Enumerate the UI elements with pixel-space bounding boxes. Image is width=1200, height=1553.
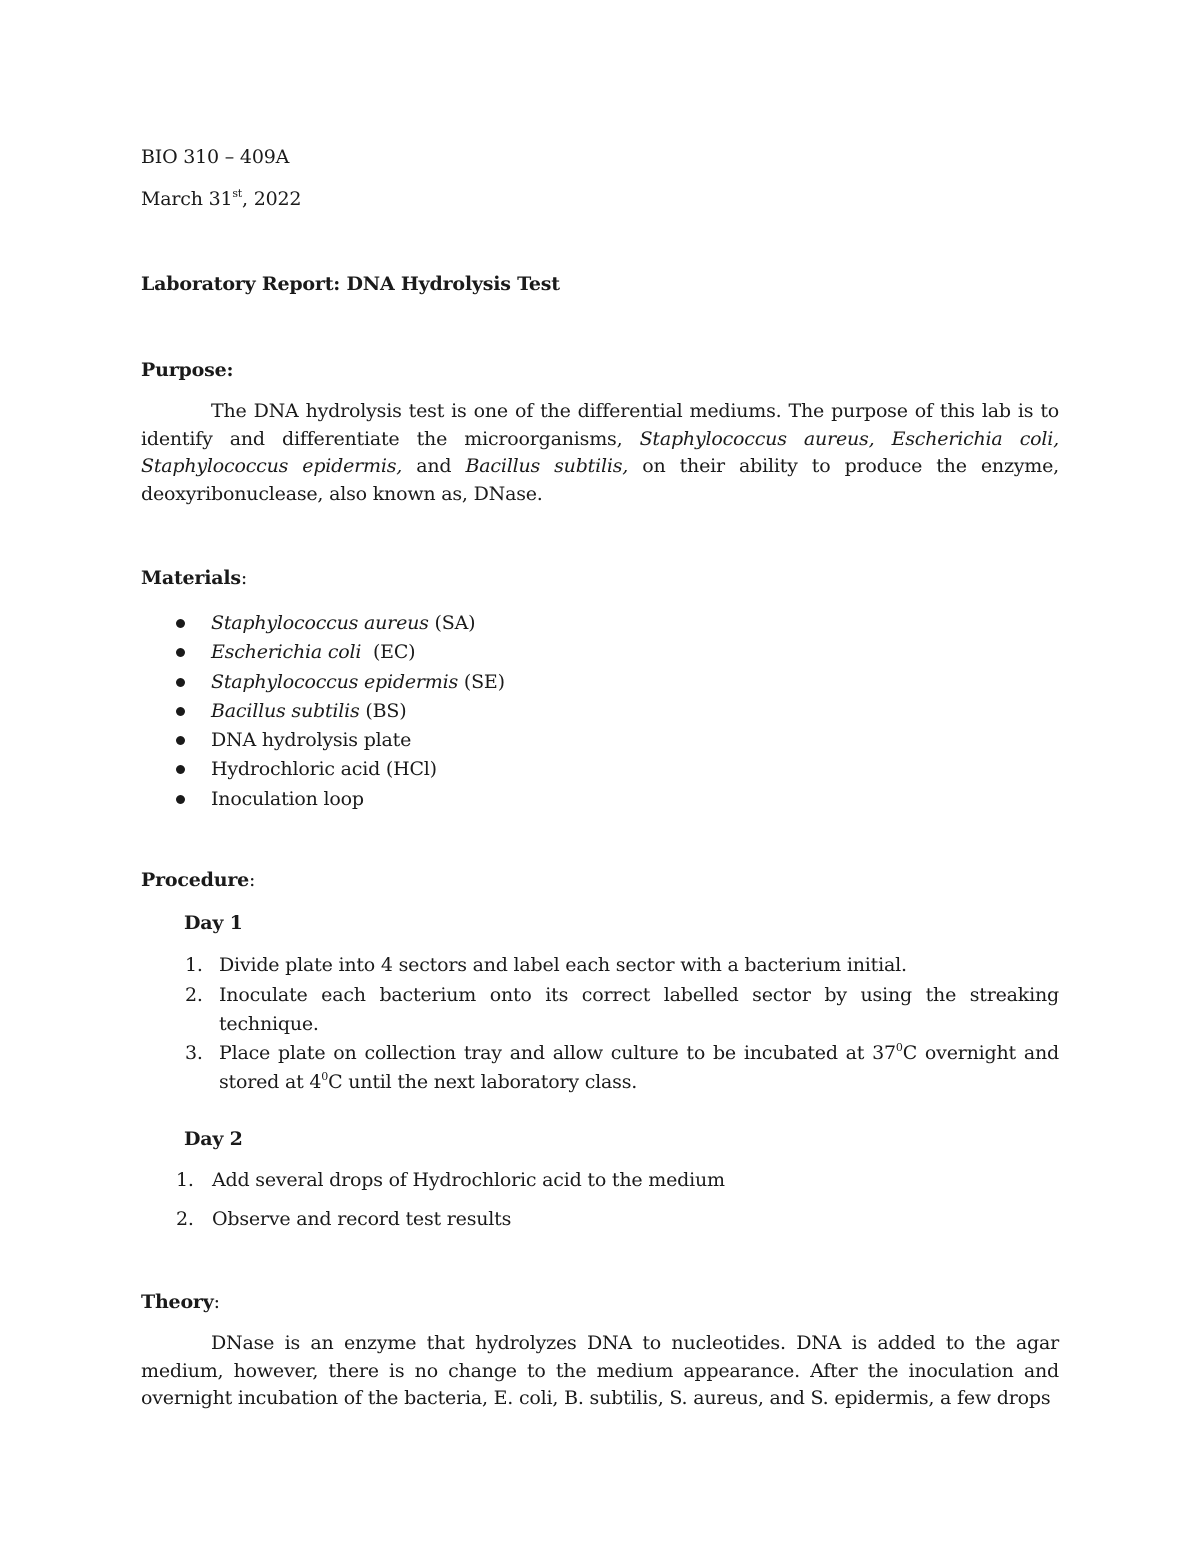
materials-list xyxy=(174,609,505,814)
bullet-icon xyxy=(176,795,185,804)
bullet-icon xyxy=(176,707,185,716)
procedure-heading: Procedure: xyxy=(141,869,256,891)
report-date: March 31st, 2022 xyxy=(141,186,302,210)
bullet-icon xyxy=(176,619,185,628)
materials-heading: Materials: xyxy=(141,567,248,589)
bullet-icon xyxy=(176,648,185,657)
bullet-icon xyxy=(176,736,185,745)
theory-heading: Theory: xyxy=(141,1291,220,1313)
day2-label: Day 2 xyxy=(184,1128,243,1150)
day1-label: Day 1 xyxy=(184,912,243,934)
list-item: Bacillus subtilis (BS) xyxy=(174,697,505,726)
document-page: BIO 310 – 409A March 31st, 2022 Laboratory Report: DNA Hydrolysis Test Purpose: The DNA hydrolysis test is one of the differential mediums. The purpose of this lab is to identify and differentiate the microorganisms, Staphylococcus aureus, Escherichia coli, Staphylococcus epidermis, and Bacillus subtilis, on their ability to produce the enzyme, deoxyribonuclease, also known as, DNase. Materials: Staphylococcus aureus (SA) Escherichia coli (EC) Staphylococcus epidermis (SE) Bacillus subtilis (BS) DNA hydrolysis plate Hydrochloric acid (HCl) Inoculation loop Procedure: Day 1 1. Divide plate into 4 sectors and label each sector with a bacterium initial. 2. Inoculate each bacterium onto its correct labelled sector by using the streaking technique. 3. Place plate on collection tray and allow culture to be incubated at $37^0C$ overnight and stored at $4^0C$ until the next laboratory class. Day 2 1. Add several drops of Hydrochloric acid to the medium 2. Observe and record test results Theory: DNase is an enzyme that hydrolyzes DNA to nucleotides. DNA is added to the agar medium, however, there is no change to the medium appearance. After the inoculation and overnight incubation of the bacteria, E. coli, B. subtilis, S. aureus, and S. epidermis, a few drops xyxy=(0,0,1200,1553)
list-item: Staphylococcus aureus (SA) xyxy=(174,609,505,638)
course-code: BIO 310 – 409A xyxy=(141,146,290,168)
purpose-paragraph: The DNA hydrolysis test is one of the differential mediums. The purpose of this lab is to identify and differentiate the microorganisms, Staphylococcus aureus, Escherichia coli, Staphylococcus epidermis, and Bacillus subtilis, on their ability to produce the enzyme, deoxyribonuclease, also known as, DNase. xyxy=(141,400,1059,505)
bullet-icon xyxy=(176,765,185,774)
theory-paragraph: DNase is an enzyme that hydrolyzes DNA to nucleotides. DNA is added to the agar medium, however, there is no change to the medium appearance. After the inoculation and overnight incubation of the bacteria, E. coli, B. subtilis, S. aureus, and S. epidermis, a few drops xyxy=(141,1332,1059,1409)
list-item: Staphylococcus epidermis (SE) xyxy=(174,668,505,697)
report-title: Laboratory Report: DNA Hydrolysis Test xyxy=(141,273,560,295)
purpose-heading: Purpose: xyxy=(141,359,234,381)
list-item: Hydrochloric acid (HCl) xyxy=(174,755,505,784)
list-item: DNA hydrolysis plate xyxy=(174,726,505,755)
list-item: Escherichia coli (EC) xyxy=(174,638,505,667)
list-item: Inoculation loop xyxy=(174,785,505,814)
bullet-icon xyxy=(176,678,185,687)
